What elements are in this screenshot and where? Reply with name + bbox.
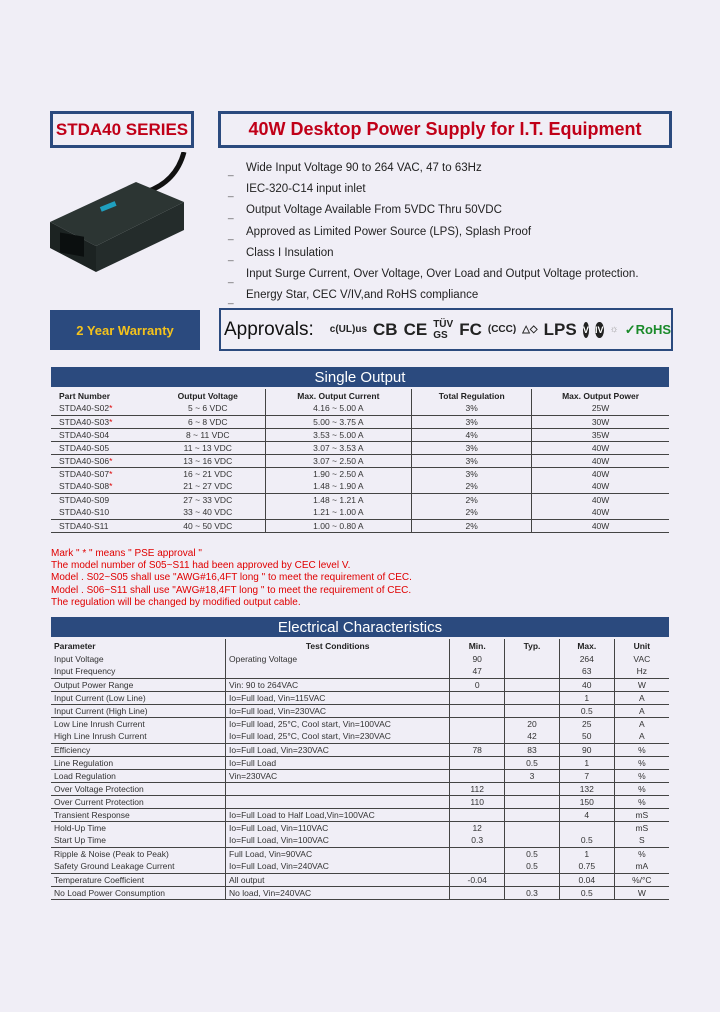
part-number: STDA40-S10 (59, 507, 110, 518)
cell: 112 (450, 782, 505, 795)
feature-item: _ Class I Insulation (228, 246, 334, 263)
cell: 50 (559, 730, 614, 743)
cell: Output Power Range (54, 679, 134, 690)
table-row (51, 506, 669, 519)
cell: 0.5 (505, 847, 560, 860)
note: The regulation will be changed by modified output cable. (51, 596, 301, 608)
cell (450, 691, 505, 704)
part-number: STDA40-S04 (59, 429, 110, 440)
cell: 2% (412, 480, 532, 493)
cell: Transient Response (54, 809, 130, 820)
cell: Load Regulation (54, 770, 116, 781)
part-number: STDA40-S03* (59, 416, 113, 427)
cell: Io=Full Load, Vin=110VAC (226, 821, 450, 834)
cell: -0.04 (450, 873, 505, 886)
cell (450, 847, 505, 860)
cell: Io=Full load, Vin=115VAC (226, 691, 450, 704)
cell: 40W (532, 519, 669, 532)
part-number: STDA40-S06* (59, 455, 113, 466)
cell: Io=Full load, 25°C, Cool start, Vin=100VAC (226, 717, 450, 730)
product-image (46, 152, 188, 274)
cell: VAC (614, 652, 669, 665)
table-row (51, 454, 669, 467)
cell: 63 (559, 665, 614, 678)
cell: 6 ~ 8 VDC (188, 416, 228, 427)
cell: 3% (412, 415, 532, 428)
cell: 90 (559, 743, 614, 756)
table-row (51, 441, 669, 454)
feature-item: _ Approved as Limited Power Source (LPS), Splash Proof (228, 225, 532, 242)
feature-item: _ Output Voltage Available From 5VDC Thru 50VDC (228, 204, 502, 220)
cell: 2% (412, 506, 532, 519)
cell: % (614, 769, 669, 782)
cell: Efficiency (54, 744, 91, 755)
cell: W (614, 678, 669, 691)
approvals-panel (219, 308, 673, 351)
cell (505, 691, 560, 704)
cell: %/°C (614, 873, 669, 886)
cell: 25W (532, 402, 669, 415)
cec-v-logo: V (583, 322, 589, 338)
cell: 40W (532, 441, 669, 454)
cell: 40W (532, 454, 669, 467)
cell: Vin=230VAC (226, 769, 450, 782)
cell: High Line Inrush Current (54, 731, 147, 742)
cell (450, 769, 505, 782)
cell: A (614, 717, 669, 730)
cell (450, 756, 505, 769)
table-row (51, 795, 669, 808)
cell: mA (614, 860, 669, 873)
cell: 90 (450, 652, 505, 665)
cell: 11 ~ 13 VDC (183, 442, 232, 453)
cell: 1.90 ~ 2.50 A (265, 467, 412, 480)
table-row (51, 860, 669, 873)
electrical-table (51, 639, 669, 900)
cell (505, 652, 560, 665)
cell: 3% (412, 441, 532, 454)
cell: 33 ~ 40 VDC (183, 507, 233, 518)
cell: 40W (532, 467, 669, 480)
cell: 0.3 (505, 886, 560, 899)
cell (450, 886, 505, 899)
cell: 0.5 (505, 756, 560, 769)
cell: mS (614, 808, 669, 821)
table-row (51, 717, 669, 730)
pse-logo: △◇ (522, 324, 538, 335)
cell: 0.3 (450, 834, 505, 847)
cell: 0.5 (559, 886, 614, 899)
cell: Input Voltage (54, 653, 104, 664)
table-row (51, 519, 669, 532)
feature-item: _ Wide Input Voltage 90 to 264 VAC, 47 to 63Hz (228, 161, 482, 178)
cell (505, 665, 560, 678)
table-row (51, 691, 669, 704)
cell: Vin: 90 to 264VAC (226, 678, 450, 691)
cell: 0.75 (559, 860, 614, 873)
feature-item: _ IEC-320-C14 input inlet (228, 182, 366, 199)
cell: 21 ~ 27 VDC (183, 481, 233, 492)
ccc-logo: (CCC) (487, 324, 517, 335)
cell: Input Current (Low Line) (54, 692, 146, 703)
table-row (51, 428, 669, 441)
table-row (51, 782, 669, 795)
cell: 3 (505, 769, 560, 782)
energy-star-logo: ☼ (609, 324, 619, 335)
cell: 40 ~ 50 VDC (183, 520, 233, 531)
cell (226, 782, 450, 795)
warranty-badge: 2 Year Warranty (50, 310, 200, 350)
cell (226, 795, 450, 808)
cell: 13 ~ 16 VDC (183, 455, 233, 466)
table-row (51, 808, 669, 821)
cell: 0.04 (559, 873, 614, 886)
cell: A (614, 691, 669, 704)
series-title (50, 111, 194, 148)
cell: Io=Full load, 25°C, Cool start, Vin=230VAC (226, 730, 450, 743)
table-row (51, 415, 669, 428)
table-header-row: Part Number Output Voltage Max. Output Current Total Regulation Max. Output Power (51, 389, 669, 402)
cell: Over Voltage Protection (54, 783, 144, 794)
cell: All output (226, 873, 450, 886)
table-row (51, 652, 669, 665)
cell: Temperature Coefficient (54, 874, 145, 885)
table-row (51, 730, 669, 743)
part-number: STDA40-S11 (59, 520, 109, 531)
cell: Ripple & Noise (Peak to Peak) (54, 848, 169, 859)
cell: Hz (614, 665, 669, 678)
cell (505, 678, 560, 691)
note: Model . S06~S11 shall use "AWG#18,4FT long " to meet the requirement of CEC. (51, 584, 412, 596)
cell: 0 (450, 678, 505, 691)
cell (226, 665, 450, 678)
approvals-label: Approvals: (224, 318, 314, 340)
table-row (51, 678, 669, 691)
cell: Io=Full Load to Half Load,Vin=100VAC (226, 808, 450, 821)
cell: 1 (559, 756, 614, 769)
cell (450, 704, 505, 717)
cell: No load, Vin=240VAC (226, 886, 450, 899)
cell: Io=Full Load, Vin=240VAC (226, 860, 450, 873)
cell: 110 (450, 795, 505, 808)
cell: 3% (412, 402, 532, 415)
cell: 3% (412, 467, 532, 480)
cell: 3.53 ~ 5.00 A (265, 428, 412, 441)
ce-logo: CE (403, 319, 428, 339)
cell: 42 (505, 730, 560, 743)
table-row (51, 467, 669, 480)
cell: mS (614, 821, 669, 834)
table-row (51, 847, 669, 860)
cell: Io=Full Load, Vin=230VAC (226, 743, 450, 756)
cell: 1.48 ~ 1.21 A (265, 493, 412, 506)
cell: 264 (559, 652, 614, 665)
cell: A (614, 730, 669, 743)
cell: 3.07 ~ 2.50 A (265, 454, 412, 467)
cb-logo: CB (373, 319, 398, 339)
cell: 0.5 (559, 704, 614, 717)
cell: % (614, 782, 669, 795)
cell: 40 (559, 678, 614, 691)
cell (505, 808, 560, 821)
cell (450, 808, 505, 821)
cell (559, 821, 614, 834)
cell: No Load Power Consumption (54, 887, 166, 898)
cell: 2% (412, 493, 532, 506)
cell: 20 (505, 717, 560, 730)
cell: Operating Voltage (226, 652, 450, 665)
table-row (51, 743, 669, 756)
cell: 132 (559, 782, 614, 795)
rohs-logo: ✓RoHS (624, 321, 671, 337)
title-label: 40W Desktop Power Supply for I.T. Equipment (248, 119, 642, 139)
table-row (51, 821, 669, 834)
cell: 78 (450, 743, 505, 756)
cell: 47 (450, 665, 505, 678)
cell: 1.00 ~ 0.80 A (265, 519, 412, 532)
cell: 150 (559, 795, 614, 808)
cell: 3% (412, 454, 532, 467)
cell: 40W (532, 506, 669, 519)
cell: 30W (532, 415, 669, 428)
cell: 7 (559, 769, 614, 782)
cell: Input Current (High Line) (54, 705, 148, 716)
table-row (51, 493, 669, 506)
cell: 4 (559, 808, 614, 821)
cell: 25 (559, 717, 614, 730)
feature-list (228, 157, 639, 306)
part-number: STDA40-S02* (59, 403, 113, 414)
cell: Line Regulation (54, 757, 114, 768)
cell: 4% (412, 428, 532, 441)
cell: Io=Full Load, Vin=100VAC (226, 834, 450, 847)
cell (450, 717, 505, 730)
part-number: STDA40-S08* (59, 481, 113, 492)
cell: 1 (559, 691, 614, 704)
cell: Full Load, Vin=90VAC (226, 847, 450, 860)
cell: 2% (412, 519, 532, 532)
note: The model number of S05~S11 had been approved by CEC level V. (51, 560, 351, 572)
note: Mark " * " means " PSE approval " (51, 548, 202, 559)
cell: 40W (532, 480, 669, 493)
cell: 1.21 ~ 1.00 A (265, 506, 412, 519)
cell: Low Line Inrush Current (54, 718, 145, 729)
cell (505, 782, 560, 795)
note: Model . S02~S05 shall use "AWG#16,4FT long " to meet the requirement of CEC. (51, 572, 412, 584)
cell: Hold-Up Time (54, 822, 106, 833)
cell: Start Up Time (54, 835, 106, 846)
cell: 0.5 (559, 834, 614, 847)
part-number: STDA40-S07* (59, 468, 113, 479)
cell: Over Current Protection (54, 796, 144, 807)
cell: 4.16 ~ 5.00 A (265, 402, 412, 415)
cell: W (614, 886, 669, 899)
fcc-logo: FC (459, 319, 482, 339)
part-number: STDA40-S09 (59, 494, 110, 505)
single-output-table (51, 389, 669, 533)
table-header-row: Parameter Test Conditions Min. Typ. Max. Unit (51, 639, 669, 652)
cell: % (614, 743, 669, 756)
cell: 5 ~ 6 VDC (188, 403, 228, 414)
cell: S (614, 834, 669, 847)
cell (505, 704, 560, 717)
cell: Safety Ground Leakage Current (54, 861, 175, 872)
part-number: STDA40-S05 (59, 442, 110, 453)
table-row (51, 756, 669, 769)
table-row (51, 886, 669, 899)
cell: 83 (505, 743, 560, 756)
cell: 35W (532, 428, 669, 441)
table-row (51, 873, 669, 886)
cell (505, 834, 560, 847)
table-row (51, 402, 669, 415)
cell (505, 821, 560, 834)
tuv-gs-logo: TÜV GS (433, 318, 454, 341)
lps-logo: LPS (543, 319, 577, 339)
cell: 8 ~ 11 VDC (185, 429, 230, 440)
cell: 40W (532, 493, 669, 506)
feature-item: _ Energy Star, CEC V/IV,and RoHS compliance (228, 289, 479, 305)
cell (505, 873, 560, 886)
series-label: STDA40 SERIES (55, 119, 189, 139)
table-row (51, 834, 669, 847)
cell: 27 ~ 33 VDC (183, 494, 233, 505)
notes (51, 548, 412, 609)
cell (450, 730, 505, 743)
cec-iv-logo: IV (595, 322, 604, 338)
table-row (51, 665, 669, 678)
cell: 5.00 ~ 3.75 A (265, 415, 412, 428)
cell: 1.48 ~ 1.90 A (265, 480, 412, 493)
cell (450, 860, 505, 873)
single-output-header: Single Output (51, 367, 669, 387)
electrical-header: Electrical Characteristics (51, 617, 669, 637)
cell: % (614, 795, 669, 808)
cell: 0.5 (505, 860, 560, 873)
ul-logo: c(UL)us (329, 324, 368, 335)
cell: 3.07 ~ 3.53 A (265, 441, 412, 454)
table-row (51, 704, 669, 717)
table-row (51, 769, 669, 782)
cell: Input Frequency (54, 666, 116, 677)
cell: % (614, 756, 669, 769)
cell: Io=Full Load (226, 756, 450, 769)
document-title (218, 111, 672, 148)
cell (505, 795, 560, 808)
cell: 16 ~ 21 VDC (183, 468, 233, 479)
table-row (51, 480, 669, 493)
cell: % (614, 847, 669, 860)
cell: Io=Full load, Vin=230VAC (226, 704, 450, 717)
cell: A (614, 704, 669, 717)
feature-item: _ Input Surge Current, Over Voltage, Over Load and Output Voltage protection. (228, 268, 639, 284)
cell: 1 (559, 847, 614, 860)
cell: 12 (450, 821, 505, 834)
